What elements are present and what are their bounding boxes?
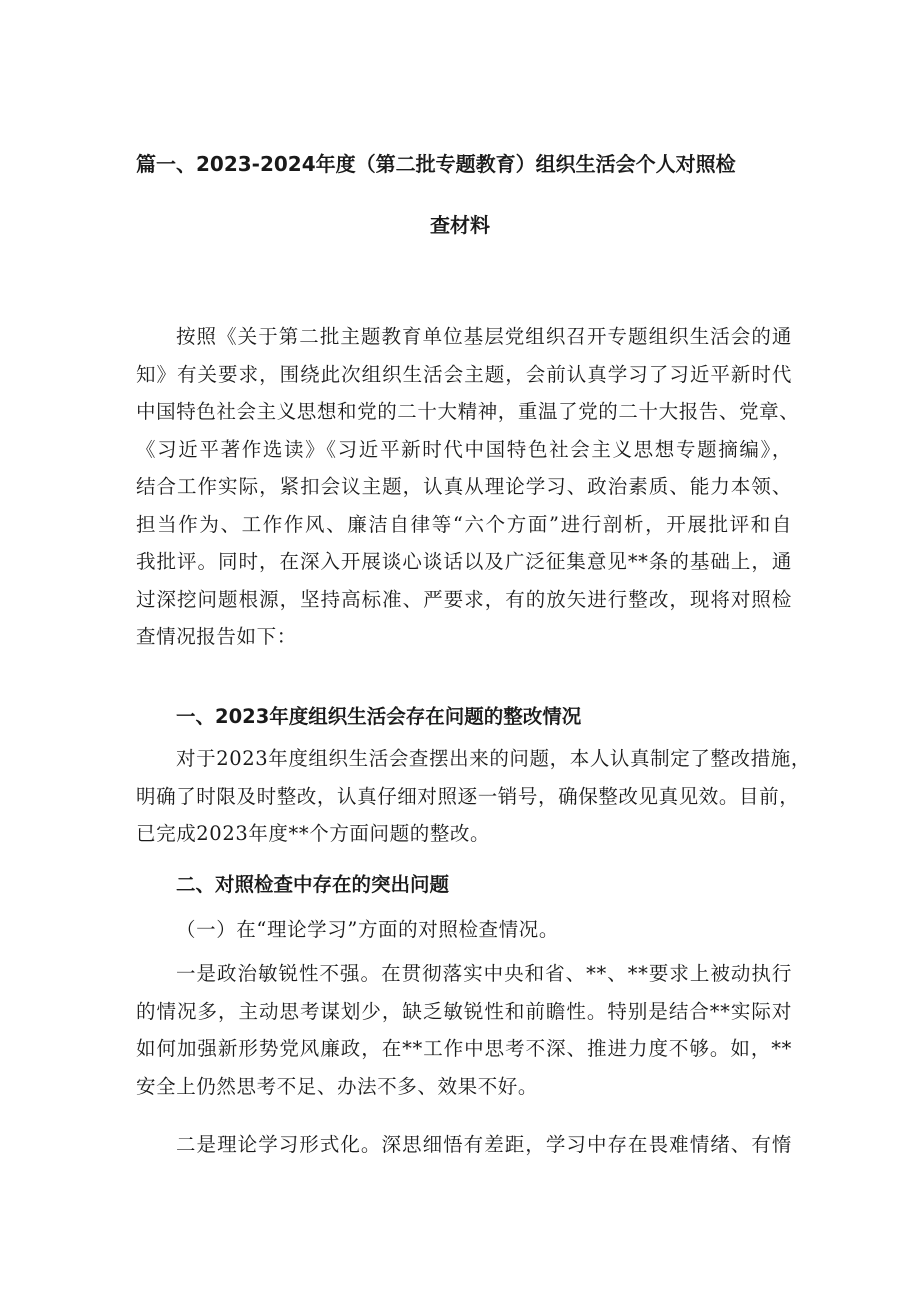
paragraph-line: 已完成2023年度**个方面问题的整改。 [136,822,491,845]
paragraph-line: 一是政治敏锐性不强。在贯彻落实中央和省、**、**要求上被动执行 [176,962,792,985]
paragraph-line: 对于2023年度组织生活会查摆出来的问题，本人认真制定了整改措施， [176,747,811,770]
point-2-paragraph [136,1126,792,1164]
paragraph-line: 的情况多，主动思考谋划少，缺乏敏锐性和前瞻性。特别是结合**实际对 [136,999,792,1023]
paragraph-line: 查情况报告如下： [136,625,297,648]
document-title-line-1: 篇一、2023-2024年度（第二批专题教育）组织生活会个人对照检 [136,152,736,176]
intro-paragraph [136,318,800,656]
paragraph-line: 中国特色社会主义思想和党的二十大精神，重温了党的二十大报告、党章、 [136,400,800,423]
paragraph-line: 按照《关于第二批主题教育单位基层党组织召开专题组织生活会的通 [176,325,792,348]
section-2-heading: 二、对照检查中存在的突出问题 [176,873,450,896]
document-title-line-2: 查材料 [430,213,490,237]
paragraph-line: 担当作为、工作作风、廉洁自律等“六个方面”进行剖析，开展批评和自 [136,512,792,536]
paragraph-line: 明确了时限及时整改，认真仔细对照逐一销号，确保整改见真见效。目前， [136,784,800,808]
paragraph-line: 二是理论学习形式化。深思细悟有差距，学习中存在畏难情绪、有惰 [176,1133,792,1156]
point-1-paragraph [136,955,792,1105]
paragraph-line: 知》有关要求，围绕此次组织生活会主题，会前认真学习了习近平新时代 [136,362,792,386]
section-1-paragraph [136,740,811,853]
paragraph-line: 结合工作实际，紧扣会议主题，认真从理论学习、政治素质、能力本领、 [136,475,792,498]
paragraph-line: 如何加强新形势党风廉政，在**工作中思考不深、推进力度不够。如，** [136,1037,792,1060]
subsection-1-heading: （一）在“理论学习”方面的对照检查情况。 [176,918,559,941]
section-1-heading: 一、2023年度组织生活会存在问题的整改情况 [176,705,582,728]
paragraph-line: 过深挖问题根源，坚持高标准、严要求，有的放矢进行整改，现将对照检 [136,587,792,611]
paragraph-line: 我批评。同时，在深入开展谈心谈话以及广泛征集意见**条的基础上，通 [136,550,792,573]
paragraph-line: 安全上仍然思考不足、办法不多、效果不好。 [136,1074,539,1098]
paragraph-line: 《习近平著作选读》《习近平新时代中国特色社会主义思想专题摘编》， [136,437,792,461]
